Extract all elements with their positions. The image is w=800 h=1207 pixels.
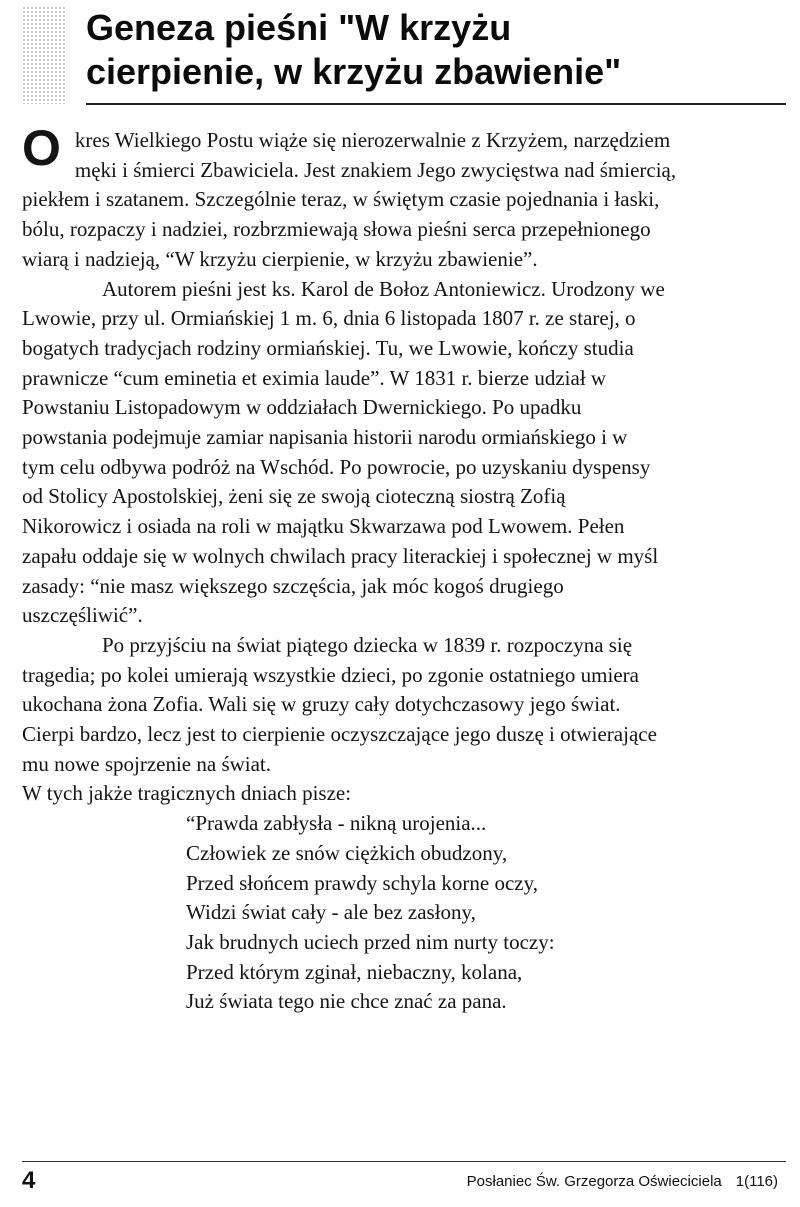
- article-title: [86, 6, 786, 94]
- text-line: piekłem i szatanem. Szczególnie teraz, w świętym czasie pojednania i łaski,: [22, 187, 660, 212]
- paragraph-1: [22, 156, 782, 275]
- text-line: uszczęśliwić”.: [22, 603, 143, 628]
- poem-line: Przed którym zginał, niebaczny, kolana,: [186, 959, 523, 984]
- text-line: Autorem pieśni jest ks. Karol de Bołoz Antoniewicz. Urodzony we: [102, 276, 665, 301]
- text-line: tragedia; po kolei umierają wszystkie dzieci, po zgonie ostatniego umiera: [22, 662, 639, 687]
- text-line: bogatych tradycjach rodziny ormiańskiej. Tu, we Lwowie, kończy studia: [22, 335, 634, 360]
- title-divider: [86, 103, 786, 105]
- text-line: ukochana żona Zofia. Wali się w gruzy cały dotychczasowy jego świat.: [22, 692, 621, 717]
- text-line: zapału oddaje się w wolnych chwilach pracy literackiej i społecznej w myśl: [22, 543, 659, 568]
- text-line: Cierpi bardzo, lecz jest to cierpienie oczyszczające jego duszę i otwierające: [22, 722, 657, 747]
- drop-cap: O: [22, 120, 61, 176]
- poem-line: Przed słońcem prawdy schyla korne oczy,: [186, 870, 539, 895]
- text-line: mu nowe spojrzenie na świat.: [22, 751, 272, 776]
- text-line: męki i śmierci Zbawiciela. Jest znakiem Jego zwycięstwa nad śmiercią,: [74, 157, 677, 182]
- decorative-dot-pattern: [22, 6, 66, 104]
- issue-number: 1(116): [735, 1173, 778, 1190]
- text-line: tym celu odbywa podróż na Wschód. Po powrocie, po uzyskaniu dyspensy: [22, 454, 651, 479]
- text-line: Powstaniu Listopadowym w oddziałach Dwernickiego. Po upadku: [22, 395, 582, 420]
- poem-line: Już świata tego nie chce znać za pana.: [186, 989, 507, 1014]
- poem-line: Widzi świat cały - ale bez zasłony,: [186, 900, 476, 925]
- text-line: bólu, rozpaczy i nadziei, rozbrzmiewają słowa pieśni serca przepełnionego: [22, 217, 651, 242]
- poem-quote: [186, 809, 782, 1017]
- poem-line: Jak brudnych uciech przed nim nurty toczy:: [186, 929, 555, 954]
- footer-divider: [22, 1161, 786, 1162]
- poem-line: “Prawda zabłysła - nikną urojenia...: [186, 811, 487, 836]
- title-line: cierpienie, w krzyżu zbawienie": [86, 51, 622, 92]
- text-line: Po przyjściu na świat piątego dziecka w 1839 r. rozpoczyna się: [102, 632, 633, 657]
- text-line: wiarą i nadzieją, “W krzyżu cierpienie, w krzyżu zbawienie”.: [22, 246, 538, 271]
- paragraph-2: [22, 275, 782, 631]
- text-line: zasady: “nie masz większego szczęścia, jak móc kogoś drugiego: [22, 573, 564, 598]
- text-line: W tych jakże tragicznych dniach pisze:: [22, 781, 352, 806]
- title-line: Geneza pieśni "W krzyżu: [86, 7, 512, 48]
- text-line: kres Wielkiego Postu wiąże się nierozerwalnie z Krzyżem, narzędziem: [74, 128, 671, 152]
- page-number: 4: [22, 1167, 36, 1194]
- running-footer: [467, 1172, 778, 1192]
- article-body: [22, 120, 782, 1017]
- text-line: powstania podejmuje zamiar napisania historii narodu ormiańskiego i w: [22, 425, 628, 450]
- text-line: Nikorowicz i osiada na roli w majątku Skwarzawa pod Lwowem. Pełen: [22, 514, 625, 539]
- text-line: prawnicze “cum eminetia et eximia laude”. W 1831 r. bierze udział w: [22, 365, 607, 390]
- poem-line: Człowiek ze snów ciężkich obudzony,: [186, 840, 508, 865]
- text-line: Lwowie, przy ul. Ormiańskiej 1 m. 6, dnia 6 listopada 1807 r. ze starej, o: [22, 306, 636, 331]
- paragraph-3: [22, 631, 782, 809]
- text-line: od Stolicy Apostolskiej, żeni się ze swoją cioteczną siostrą Zofią: [22, 484, 566, 509]
- publication-name: Posłaniec Św. Grzegorza Oświeciciela: [466, 1173, 722, 1190]
